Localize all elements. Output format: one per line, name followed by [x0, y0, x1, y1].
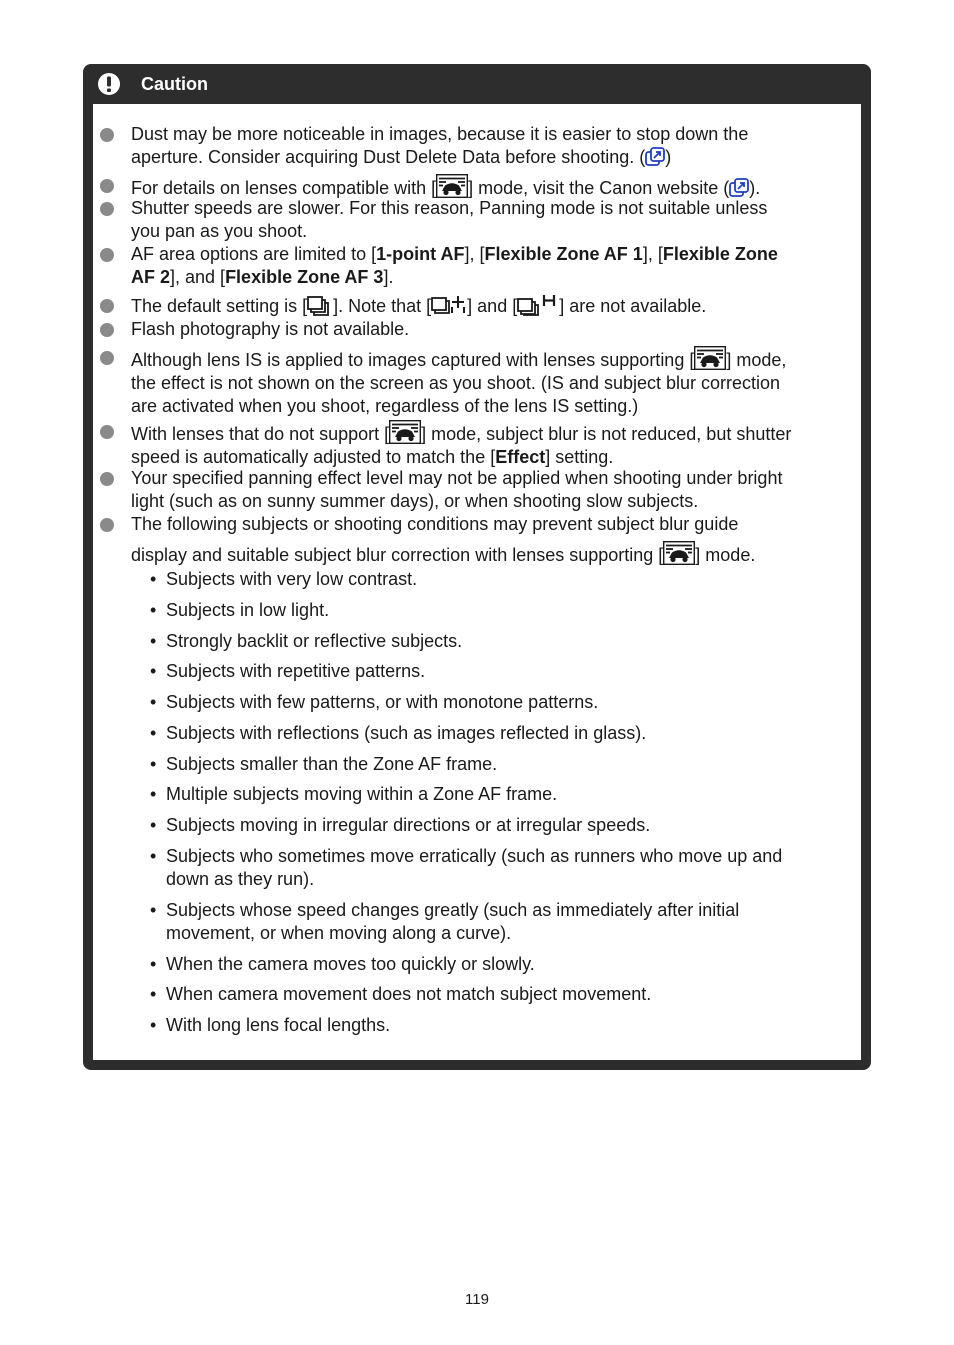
- panning-mode-icon: [663, 541, 695, 565]
- text-fragment: speed is automatically adjusted to match the [: [131, 447, 496, 467]
- bullet-dot: [100, 299, 114, 313]
- text-line: Flash photography is not available.: [131, 319, 410, 339]
- sub-item-text: [166, 845, 836, 891]
- bullet-dot: [100, 179, 114, 193]
- bullet-dot: [100, 248, 114, 262]
- text-fragment: The default setting is [: [131, 296, 308, 316]
- text-fragment: ]. Note that [: [333, 296, 432, 316]
- caution-header: [83, 64, 871, 104]
- text-fragment: ).: [749, 178, 761, 198]
- page-number: 119: [465, 1291, 489, 1308]
- panning-mode-icon: [694, 346, 726, 370]
- text-line: Subjects whose speed changes greatly (such as immediately after initial: [166, 900, 740, 920]
- text-line: you pan as you shoot.: [131, 221, 308, 241]
- sub-bullet: •: [150, 692, 157, 712]
- caution-title: Caution: [141, 74, 208, 94]
- bold-option: 1-point AF: [376, 244, 465, 264]
- text-fragment: AF area options are limited to [: [131, 244, 377, 264]
- text-fragment: ] mode.: [695, 545, 756, 565]
- panning-mode-icon: [389, 420, 421, 444]
- text-fragment: Although lens IS is applied to images captured with lenses supporting [: [131, 350, 695, 370]
- text-line: the effect is not shown on the screen as you shoot. (IS and subject blur correction: [131, 373, 781, 393]
- text-line: Subjects who sometimes move erratically (such as runners who move up and: [166, 846, 783, 866]
- sub-item-text: Strongly backlit or reflective subjects.: [166, 631, 463, 651]
- sub-bullet: •: [150, 954, 157, 974]
- bullet-dot: [100, 472, 114, 486]
- caution-icon: [98, 73, 120, 95]
- bullet-dot: [100, 518, 114, 532]
- sub-item-text: Subjects moving in irregular directions or at irregular speeds.: [166, 815, 651, 835]
- sub-bullet: •: [150, 569, 157, 589]
- sub-bullet: •: [150, 723, 157, 743]
- sub-item-text: Subjects smaller than the Zone AF frame.: [166, 754, 498, 774]
- text-fragment: ] mode, visit the Canon website (: [468, 178, 730, 198]
- text-line: Your specified panning effect level may not be applied when shooting under bright: [131, 468, 783, 488]
- sub-item-text: [166, 899, 836, 945]
- link-icon[interactable]: [729, 178, 749, 198]
- text-fragment: ] mode, subject blur is not reduced, but shutter: [421, 424, 792, 444]
- bold-option: Flexible Zone: [662, 244, 778, 264]
- text-line: light (such as on sunny summer days), or when shooting slow subjects.: [131, 491, 699, 511]
- text-fragment: ] and [: [467, 296, 518, 316]
- text-line: The following subjects or shooting conditions may prevent subject blur guide: [131, 514, 739, 534]
- sub-item-text: When camera movement does not match subject movement.: [166, 984, 652, 1004]
- bullet-dot: [100, 351, 114, 365]
- text-fragment: ] setting.: [545, 447, 614, 467]
- sub-bullet: •: [150, 784, 157, 804]
- text-fragment: display and suitable subject blur correction with lenses supporting [: [131, 545, 664, 565]
- sub-item-text: Multiple subjects moving within a Zone AF frame.: [166, 784, 558, 804]
- sub-bullet: •: [150, 984, 157, 1004]
- sub-bullet: •: [150, 600, 157, 620]
- text-fragment: ] are not available.: [559, 296, 707, 316]
- sub-bullet: •: [150, 754, 157, 774]
- bullet-dot: [100, 128, 114, 142]
- bullet-dot: [100, 202, 114, 216]
- text-fragment: ] mode,: [726, 350, 787, 370]
- bold-option: Effect: [495, 447, 546, 467]
- bold-option: Flexible Zone AF 1: [484, 244, 643, 264]
- sub-item-text: When the camera moves too quickly or slowly.: [166, 954, 535, 974]
- sub-bullet: •: [150, 900, 157, 920]
- text-line: aperture. Consider acquiring Dust Delete Data before shooting. (: [131, 147, 646, 167]
- text-fragment: For details on lenses compatible with [: [131, 178, 437, 198]
- sub-bullet: •: [150, 631, 157, 651]
- text-fragment: ], [: [464, 244, 485, 264]
- sub-bullet: •: [150, 1015, 157, 1035]
- text-fragment: ], and [: [170, 267, 226, 287]
- bold-option: AF 2: [131, 267, 171, 287]
- sub-item-text: Subjects in low light.: [166, 600, 330, 620]
- sub-bullet: •: [150, 661, 157, 681]
- text-line: Shutter speeds are slower. For this reason, Panning mode is not suitable unless: [131, 198, 768, 218]
- text-line: are activated when you shoot, regardless of the lens IS setting.): [131, 396, 639, 416]
- bullet-dot: [100, 323, 114, 337]
- sub-bullet: •: [150, 846, 157, 866]
- link-icon[interactable]: [645, 147, 665, 167]
- sub-bullet: •: [150, 815, 157, 835]
- panning-mode-icon: [436, 174, 468, 198]
- continuous-shooting-plus-icon: [431, 294, 467, 316]
- sub-item-text: Subjects with reflections (such as images reflected in glass).: [166, 723, 647, 743]
- text-line: Dust may be more noticeable in images, because it is easier to stop down the: [131, 124, 749, 144]
- text-fragment: ], [: [642, 244, 663, 264]
- continuous-shooting-icon: [307, 296, 333, 316]
- sub-item-text: Subjects with very low contrast.: [166, 569, 418, 589]
- high-speed-continuous-icon: [517, 294, 559, 316]
- sub-item-text: Subjects with repetitive patterns.: [166, 661, 426, 681]
- sub-item-text: Subjects with few patterns, or with monotone patterns.: [166, 692, 599, 712]
- text-line: down as they run).: [166, 869, 315, 889]
- bullet-dot: [100, 425, 114, 439]
- sub-item-text: With long lens focal lengths.: [166, 1015, 391, 1035]
- text-fragment: ): [665, 147, 672, 167]
- text-fragment: ].: [383, 267, 394, 287]
- text-line: movement, or when moving along a curve).: [166, 923, 512, 943]
- bold-option: Flexible Zone AF 3: [225, 267, 384, 287]
- text-fragment: With lenses that do not support [: [131, 424, 390, 444]
